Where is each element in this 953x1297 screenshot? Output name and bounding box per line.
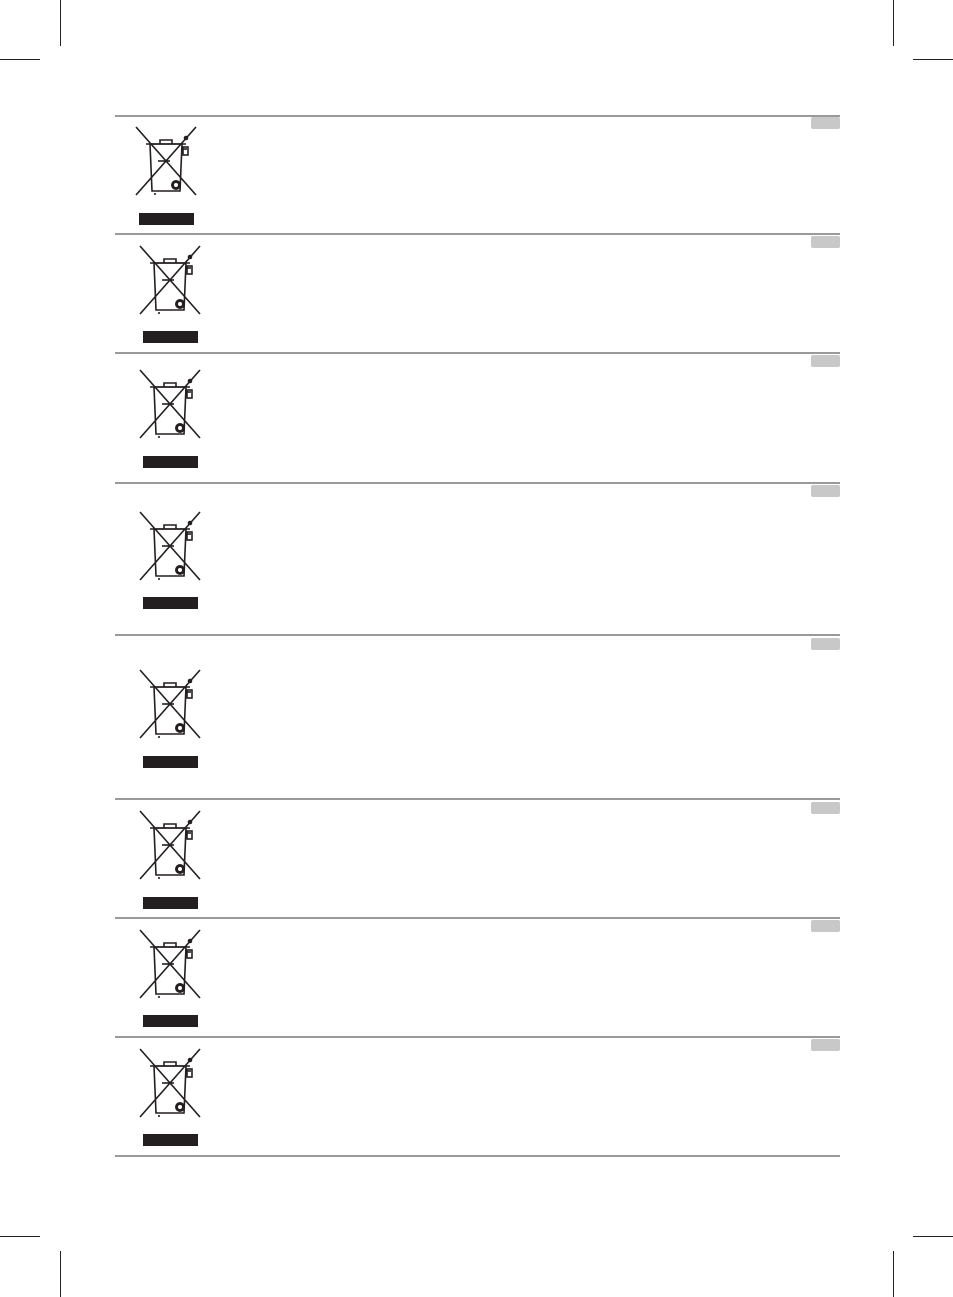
crop-mark-top-left-horizontal xyxy=(0,59,40,60)
crossed-out-wheeled-bin-icon xyxy=(138,926,210,1002)
section-divider xyxy=(115,352,840,354)
section-divider xyxy=(115,1036,840,1038)
crossed-out-wheeled-bin-icon xyxy=(138,666,210,742)
black-bar-marker xyxy=(143,331,198,343)
language-tab xyxy=(811,802,840,814)
crossed-out-wheeled-bin-icon xyxy=(134,123,206,199)
section-divider xyxy=(115,917,840,919)
black-bar-marker xyxy=(143,1134,198,1146)
crossed-out-wheeled-bin-icon xyxy=(138,508,210,584)
language-tab xyxy=(811,638,840,650)
language-tab xyxy=(811,1039,840,1051)
black-bar-marker xyxy=(139,213,194,225)
black-bar-marker xyxy=(143,1015,198,1027)
black-bar-marker xyxy=(143,897,198,909)
crossed-out-wheeled-bin-icon xyxy=(138,366,210,442)
language-tab xyxy=(811,485,840,497)
crop-mark-bottom-right-horizontal xyxy=(913,1236,953,1237)
language-tab xyxy=(811,117,840,129)
language-tab xyxy=(811,920,840,932)
crop-mark-top-left-vertical xyxy=(60,0,61,46)
section-divider-bottom xyxy=(115,1155,840,1157)
section-divider xyxy=(115,798,840,800)
language-tab xyxy=(811,355,840,367)
black-bar-marker xyxy=(143,456,198,468)
crop-mark-top-right-horizontal xyxy=(913,59,953,60)
section-divider xyxy=(115,482,840,484)
black-bar-marker xyxy=(143,756,198,768)
section-divider xyxy=(115,115,840,117)
crossed-out-wheeled-bin-icon xyxy=(138,807,210,883)
crop-mark-bottom-right-vertical xyxy=(893,1251,894,1297)
crop-mark-bottom-left-horizontal xyxy=(0,1236,40,1237)
crop-mark-bottom-left-vertical xyxy=(60,1251,61,1297)
crop-mark-top-right-vertical xyxy=(893,0,894,46)
section-divider xyxy=(115,634,840,636)
crossed-out-wheeled-bin-icon xyxy=(138,242,210,318)
black-bar-marker xyxy=(143,597,198,609)
language-tab xyxy=(811,236,840,248)
crossed-out-wheeled-bin-icon xyxy=(138,1045,210,1121)
section-divider xyxy=(115,233,840,235)
